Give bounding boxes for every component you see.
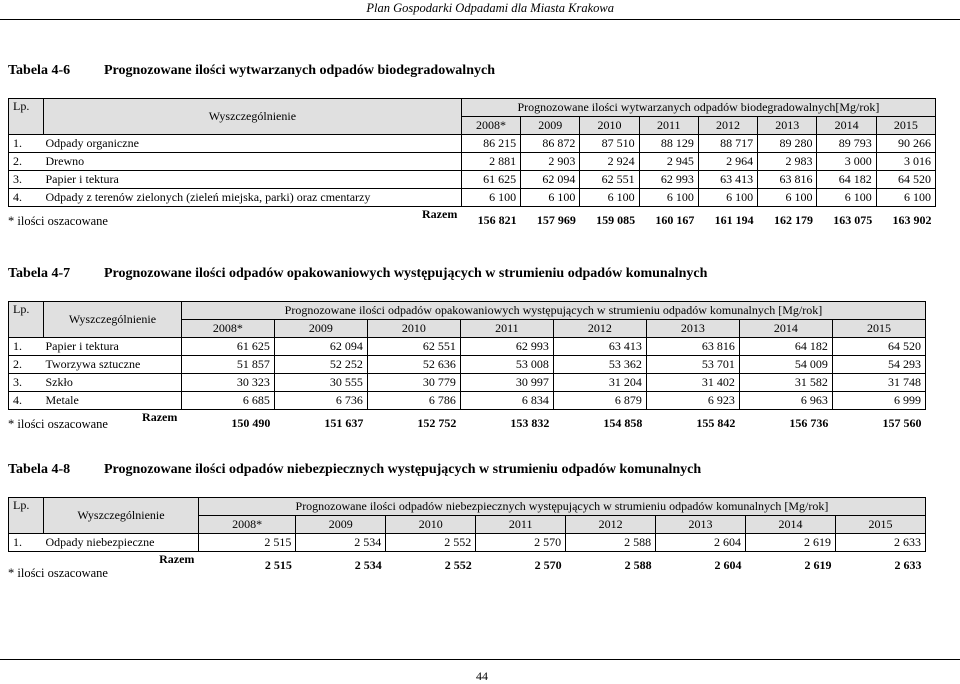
header-row bbox=[9, 498, 926, 516]
total-value: 160 167 bbox=[655, 212, 695, 227]
table-row bbox=[9, 374, 926, 392]
row-value: 53 008 bbox=[460, 356, 553, 374]
row-value: 6 685 bbox=[181, 392, 274, 410]
item-header: Wyszczególnienie bbox=[44, 99, 462, 135]
row-value: 6 834 bbox=[460, 392, 553, 410]
row-value: 2 588 bbox=[566, 534, 656, 552]
row-value: 64 520 bbox=[832, 338, 925, 356]
year-header: 2015 bbox=[876, 117, 935, 135]
year-header: 2015 bbox=[832, 320, 925, 338]
group-header: Prognozowane ilości odpadów opakowaniowych występujących w strumieniu odpadów komunalnych [Mg/rok] bbox=[181, 302, 925, 320]
row-name: Drewno bbox=[44, 153, 462, 171]
row-value: 2 515 bbox=[198, 534, 295, 552]
row-value: 2 570 bbox=[476, 534, 566, 552]
row-value: 6 963 bbox=[739, 392, 832, 410]
footnote: * ilości oszacowane bbox=[8, 566, 108, 580]
row-value: 2 619 bbox=[746, 534, 836, 552]
row-value: 53 362 bbox=[553, 356, 646, 374]
year-header: 2013 bbox=[758, 117, 817, 135]
total-value: 2 570 bbox=[534, 557, 562, 572]
row-name: Odpady organiczne bbox=[44, 135, 462, 153]
row-value: 6 100 bbox=[817, 189, 876, 207]
row-value: 6 786 bbox=[367, 392, 460, 410]
year-header: 2009 bbox=[521, 117, 580, 135]
year-header: 2008* bbox=[461, 117, 520, 135]
row-value: 54 293 bbox=[832, 356, 925, 374]
year-header: 2010 bbox=[386, 516, 476, 534]
document-title: Plan Gospodarki Odpadami dla Miasta Krakowa bbox=[366, 1, 614, 15]
row-value: 3 000 bbox=[817, 153, 876, 171]
row-value: 30 779 bbox=[367, 374, 460, 392]
total-value: 2 515 bbox=[264, 557, 292, 572]
row-value: 89 280 bbox=[758, 135, 817, 153]
year-header: 2014 bbox=[746, 516, 836, 534]
row-value: 3 016 bbox=[876, 153, 935, 171]
table-row bbox=[9, 153, 936, 171]
table-number: Tabela 4-8 bbox=[8, 462, 71, 477]
row-value: 62 993 bbox=[460, 338, 553, 356]
table-4-7-title bbox=[8, 266, 707, 282]
footnote: * ilości oszacowane bbox=[8, 417, 108, 431]
row-value: 31 582 bbox=[739, 374, 832, 392]
row-value: 86 872 bbox=[521, 135, 580, 153]
row-value: 62 551 bbox=[367, 338, 460, 356]
total-value: 155 842 bbox=[696, 415, 736, 430]
row-value: 63 816 bbox=[646, 338, 739, 356]
total-value: 2 619 bbox=[804, 557, 832, 572]
total-value: 2 604 bbox=[714, 557, 742, 572]
group-header: Prognozowane ilości odpadów niebezpiecznych występujących w strumieniu odpadów komunalnych [Mg/rok] bbox=[198, 498, 925, 516]
header-row bbox=[9, 99, 936, 117]
row-value: 64 520 bbox=[876, 171, 935, 189]
total-value: 154 858 bbox=[603, 415, 643, 430]
row-value: 2 534 bbox=[296, 534, 386, 552]
total-value: 162 179 bbox=[773, 212, 813, 227]
row-value: 90 266 bbox=[876, 135, 935, 153]
total-label: Razem bbox=[159, 552, 195, 566]
row-value: 89 793 bbox=[817, 135, 876, 153]
total-value: 156 736 bbox=[789, 415, 829, 430]
row-name: Szkło bbox=[44, 374, 182, 392]
lp-header: Lp. bbox=[9, 498, 44, 534]
year-header: 2008* bbox=[198, 516, 295, 534]
year-header: 2011 bbox=[639, 117, 698, 135]
year-header: 2012 bbox=[566, 516, 656, 534]
footnote: * ilości oszacowane bbox=[8, 214, 108, 228]
row-value: 61 625 bbox=[461, 171, 520, 189]
row-lp: 3. bbox=[9, 374, 44, 392]
row-name: Tworzywa sztuczne bbox=[44, 356, 182, 374]
total-value: 163 075 bbox=[833, 212, 873, 227]
table-row bbox=[9, 171, 936, 189]
row-lp: 1. bbox=[9, 135, 44, 153]
row-value: 63 413 bbox=[553, 338, 646, 356]
total-row bbox=[9, 552, 926, 579]
table-row bbox=[9, 392, 926, 410]
row-value: 6 999 bbox=[832, 392, 925, 410]
row-lp: 3. bbox=[9, 171, 44, 189]
row-value: 62 993 bbox=[639, 171, 698, 189]
table-number: Tabela 4-7 bbox=[8, 266, 71, 281]
row-value: 88 717 bbox=[698, 135, 757, 153]
row-value: 64 182 bbox=[817, 171, 876, 189]
total-value: 150 490 bbox=[231, 415, 271, 430]
row-value: 62 551 bbox=[580, 171, 639, 189]
group-header: Prognozowane ilości wytwarzanych odpadów biodegradowalnych[Mg/rok] bbox=[461, 99, 935, 117]
year-header: 2011 bbox=[460, 320, 553, 338]
row-value: 2 552 bbox=[386, 534, 476, 552]
year-header: 2013 bbox=[656, 516, 746, 534]
row-lp: 1. bbox=[9, 338, 44, 356]
table-caption: Prognozowane ilości odpadów opakowaniowych występujących w strumieniu odpadów komunalnych bbox=[104, 266, 708, 281]
total-value: 2 552 bbox=[444, 557, 472, 572]
row-value: 2 924 bbox=[580, 153, 639, 171]
row-name: Papier i tektura bbox=[44, 171, 462, 189]
year-header: 2012 bbox=[553, 320, 646, 338]
row-value: 6 736 bbox=[274, 392, 367, 410]
total-value: 163 902 bbox=[892, 212, 932, 227]
row-name: Odpady z terenów zielonych (zieleń miejska, parki) oraz cmentarzy bbox=[44, 189, 462, 207]
row-value: 30 555 bbox=[274, 374, 367, 392]
row-value: 30 323 bbox=[181, 374, 274, 392]
row-value: 31 402 bbox=[646, 374, 739, 392]
row-value: 2 633 bbox=[835, 534, 925, 552]
row-value: 6 100 bbox=[758, 189, 817, 207]
total-value: 157 560 bbox=[882, 415, 922, 430]
table-caption: Prognozowane ilości odpadów niebezpiecznych występujących w strumieniu odpadów komunalnych bbox=[104, 462, 702, 477]
row-value: 6 100 bbox=[698, 189, 757, 207]
table-row bbox=[9, 338, 926, 356]
year-header: 2014 bbox=[817, 117, 876, 135]
total-value: 2 534 bbox=[354, 557, 382, 572]
row-value: 31 204 bbox=[553, 374, 646, 392]
year-header: 2012 bbox=[698, 117, 757, 135]
row-lp: 2. bbox=[9, 356, 44, 374]
row-value: 2 604 bbox=[656, 534, 746, 552]
row-value: 63 413 bbox=[698, 171, 757, 189]
row-value: 54 009 bbox=[739, 356, 832, 374]
row-lp: 1. bbox=[9, 534, 44, 552]
total-value: 2 633 bbox=[894, 557, 922, 572]
lp-header: Lp. bbox=[9, 302, 44, 338]
row-value: 6 100 bbox=[461, 189, 520, 207]
total-value: 152 752 bbox=[417, 415, 457, 430]
table-caption: Prognozowane ilości wytwarzanych odpadów biodegradowalnych bbox=[104, 63, 495, 78]
row-lp: 4. bbox=[9, 189, 44, 207]
row-value: 6 879 bbox=[553, 392, 646, 410]
row-value: 61 625 bbox=[181, 338, 274, 356]
row-value: 2 964 bbox=[698, 153, 757, 171]
row-value: 6 100 bbox=[580, 189, 639, 207]
year-header: 2010 bbox=[580, 117, 639, 135]
header-row bbox=[9, 302, 926, 320]
year-header: 2009 bbox=[296, 516, 386, 534]
row-value: 62 094 bbox=[521, 171, 580, 189]
row-name: Papier i tektura bbox=[44, 338, 182, 356]
row-value: 64 182 bbox=[739, 338, 832, 356]
total-row bbox=[9, 410, 926, 437]
row-value: 52 252 bbox=[274, 356, 367, 374]
footer-rule bbox=[0, 659, 960, 660]
row-value: 6 100 bbox=[639, 189, 698, 207]
row-value: 2 945 bbox=[639, 153, 698, 171]
table-row bbox=[9, 135, 936, 153]
total-value: 153 832 bbox=[510, 415, 550, 430]
row-value: 87 510 bbox=[580, 135, 639, 153]
total-value: 156 821 bbox=[477, 212, 517, 227]
lp-header: Lp. bbox=[9, 99, 44, 135]
row-value: 2 903 bbox=[521, 153, 580, 171]
total-label: Razem bbox=[142, 410, 178, 424]
table-row bbox=[9, 534, 926, 552]
table-number: Tabela 4-6 bbox=[8, 63, 71, 78]
total-row bbox=[9, 207, 936, 234]
year-header: 2015 bbox=[835, 516, 925, 534]
year-header: 2010 bbox=[367, 320, 460, 338]
total-value: 2 588 bbox=[624, 557, 652, 572]
row-value: 2 983 bbox=[758, 153, 817, 171]
item-header: Wyszczególnienie bbox=[44, 302, 182, 338]
row-value: 6 923 bbox=[646, 392, 739, 410]
row-value: 2 881 bbox=[461, 153, 520, 171]
total-value: 151 637 bbox=[324, 415, 364, 430]
table-4-6-title bbox=[8, 63, 495, 79]
row-value: 31 748 bbox=[832, 374, 925, 392]
table-row bbox=[9, 356, 926, 374]
row-lp: 2. bbox=[9, 153, 44, 171]
row-name: Odpady niebezpieczne bbox=[44, 534, 199, 552]
row-value: 53 701 bbox=[646, 356, 739, 374]
row-value: 63 816 bbox=[758, 171, 817, 189]
table-hazardous-waste bbox=[8, 497, 926, 578]
table-row bbox=[9, 189, 936, 207]
table-packaging-waste bbox=[8, 301, 926, 436]
row-value: 30 997 bbox=[460, 374, 553, 392]
page-number: 44 bbox=[476, 669, 488, 683]
total-value: 157 969 bbox=[536, 212, 576, 227]
item-header: Wyszczególnienie bbox=[44, 498, 199, 534]
row-value: 88 129 bbox=[639, 135, 698, 153]
row-value: 6 100 bbox=[876, 189, 935, 207]
year-header: 2009 bbox=[274, 320, 367, 338]
table-biodegradable-waste bbox=[8, 98, 936, 233]
table-4-8-title bbox=[8, 462, 701, 478]
row-value: 51 857 bbox=[181, 356, 274, 374]
header-rule bbox=[0, 19, 960, 20]
total-value: 159 085 bbox=[596, 212, 636, 227]
total-value: 161 194 bbox=[714, 212, 754, 227]
row-lp: 4. bbox=[9, 392, 44, 410]
row-value: 6 100 bbox=[521, 189, 580, 207]
year-header: 2014 bbox=[739, 320, 832, 338]
year-header: 2011 bbox=[476, 516, 566, 534]
row-value: 52 636 bbox=[367, 356, 460, 374]
year-header: 2008* bbox=[181, 320, 274, 338]
year-header: 2013 bbox=[646, 320, 739, 338]
row-value: 62 094 bbox=[274, 338, 367, 356]
row-value: 86 215 bbox=[461, 135, 520, 153]
total-label: Razem bbox=[422, 207, 458, 221]
row-name: Metale bbox=[44, 392, 182, 410]
